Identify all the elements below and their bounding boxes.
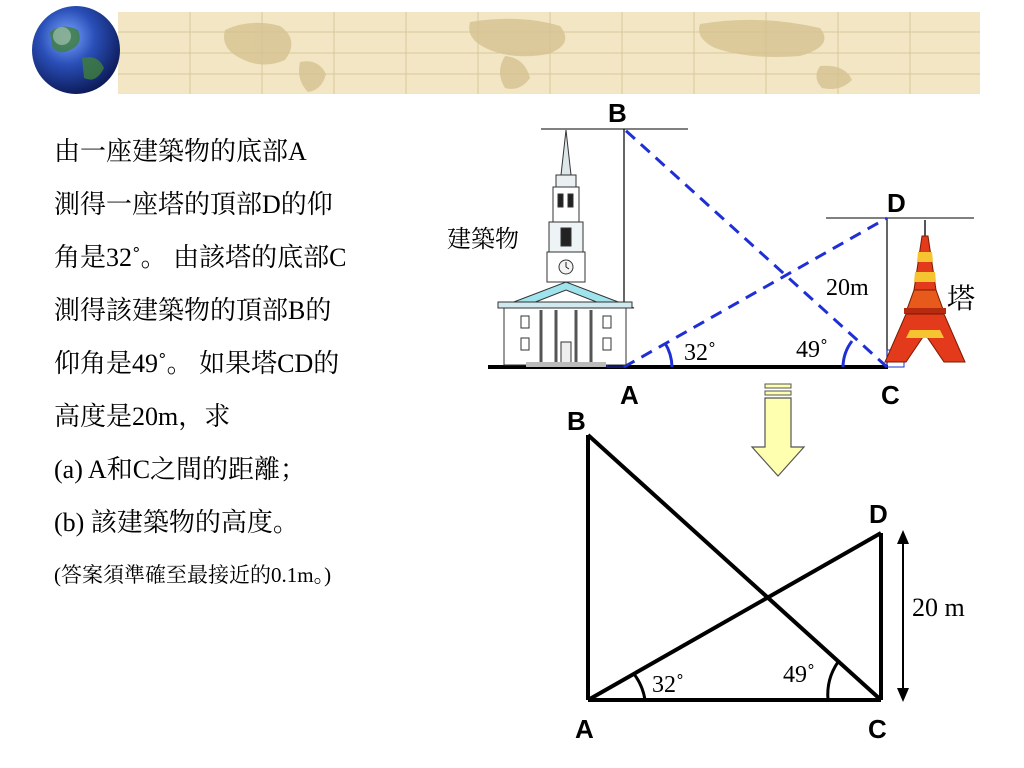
sight-line-c-to-b — [624, 129, 887, 367]
scene-height-label: 20m — [826, 275, 869, 301]
dimension-arrow-bottom — [897, 688, 909, 702]
scene-point-d: D — [887, 188, 906, 218]
tower-label: 塔 — [947, 284, 976, 315]
triangle-height-label: 20 m — [912, 593, 965, 622]
building-label: 建築物 — [447, 227, 519, 253]
scene-point-b: B — [608, 98, 627, 128]
triangle-angle-arc-a — [634, 674, 645, 700]
scene-point-a: A — [620, 380, 639, 410]
triangle-angle-a-label: 32˚ — [652, 672, 684, 698]
triangle-angle-arc-c — [828, 662, 838, 700]
angle-arc-a — [665, 343, 672, 367]
question-a: (a) A和C之間的距離； — [54, 455, 307, 484]
problem-line: 測得該建築物的頂部B的 — [54, 296, 332, 325]
angle-arc-c — [843, 341, 852, 367]
scene-angle-a-label: 32˚ — [684, 340, 716, 366]
problem-line: 角是32˚。 由該塔的底部C — [54, 243, 347, 272]
scene-diagram — [447, 98, 975, 410]
scene-angle-c-label: 49˚ — [796, 337, 828, 363]
triangle-point-d: D — [869, 499, 888, 529]
scene-point-c: C — [881, 380, 900, 410]
segment-ad — [588, 533, 881, 700]
problem-line: 高度是20m，求 — [54, 402, 231, 431]
triangle-diagram — [588, 435, 909, 702]
question-b: (b) 該建築物的高度。 — [54, 508, 299, 537]
segment-bc — [588, 435, 881, 700]
dimension-arrow-top — [897, 530, 909, 544]
down-arrow-icon — [752, 384, 804, 476]
problem-line: 由一座建築物的底部A — [54, 137, 307, 166]
accuracy-note: (答案須準確至最接近的0.1m。) — [54, 563, 332, 587]
triangle-point-c: C — [868, 714, 887, 744]
triangle-angle-c-label: 49˚ — [783, 662, 815, 688]
triangle-point-b: B — [567, 406, 586, 436]
triangle-point-a: A — [575, 714, 594, 744]
problem-line: 仰角是49˚。 如果塔CD的 — [54, 349, 340, 378]
problem-line: 測得一座塔的頂部D的仰 — [54, 190, 333, 219]
